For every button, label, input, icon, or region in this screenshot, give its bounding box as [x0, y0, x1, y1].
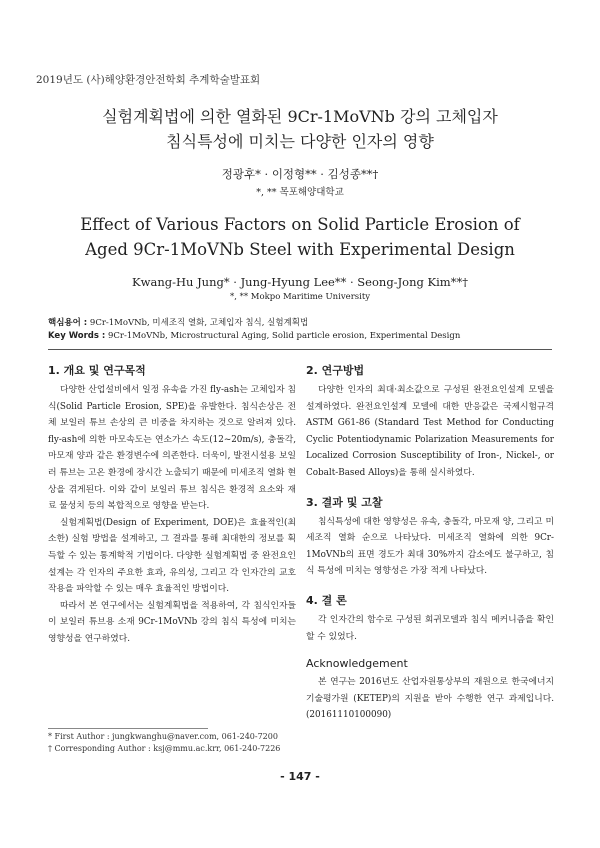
section-1-paragraph-2: 실험계획법(Design of Experiment, DOE)은 효율적인(최소한) 실험 방법을 설계하고, 그 결과를 통해 최대한의 정보를 획득할 수 있는 통계학적 기법이다. 다양한 실험계획법 중 완전요인설계는 각 인자의 주요한 효과, 유의성, 그리고 각 인자간의 교호작용을 파악할 수 있는 매우 효율적인 방법이다.	[48, 517, 296, 595]
section-1-paragraph-1: 다양한 산업설비에서 일정 유속을 가진 fly-ash는 고체입자 침식(Solid Particle Erosion, SPE)을 유발한다. 침식손상은 전체 보일러 튜브 손상의 큰 비중을 차지하는 것으로 알려져 있다. fly-ash에 의한 마모속도는 연소가스 속도(12~20m/s), 충돌각, 마모재 양과 같은 환경변수에 의존한다. 더욱이, 발전시설용 보일러 튜브는 고온 환경에 장시간 노출되기 때문에 미세조직 열화 현상을 겪게된다. 이와 같이 보일러 튜브 침식은 환경적 요소와 재료 물성치 등의 복합적으로 영향을 받는다.	[48, 385, 296, 512]
page-number: - 147 -	[280, 770, 320, 783]
english-affiliation: *, ** Mokpo Maritime University	[229, 292, 371, 302]
keywords-english-text: 9Cr-1MoVNb, Microstructural Aging, Solid particle erosion, Experimental Design	[108, 331, 461, 341]
keywords-korean-label: 핵심용어 :	[48, 318, 88, 328]
section-3-heading: 3. 결과 및 고찰	[306, 495, 383, 509]
section-3-paragraph: 침식특성에 대한 영향성은 유속, 충돌각, 마모재 양, 그리고 미세조직 열화 순으로 나타났다. 미세조직 열화에 의한 9Cr-1MoVNb의 표면 경도가 최대 30%까지 감소에도 불구하고, 침식 특성에 미치는 영향성은 가장 적게 나타났다.	[306, 516, 554, 577]
korean-affiliation: *, ** 목포해양대학교	[256, 187, 344, 198]
section-1-paragraph-3: 따라서 본 연구에서는 실험계획법을 적용하여, 각 침식인자들이 보일러 튜브용 소재 9Cr-1MoVNb 강의 침식 특성에 미치는 영향성을 연구하였다.	[48, 600, 296, 644]
acknowledgement-heading: Acknowledgement	[306, 657, 408, 671]
english-authors: Kwang-Hu Jung* · Jung-Hyung Lee** · Seong-Jong Kim**†	[132, 275, 468, 289]
keywords-korean-text: 9Cr-1MoVNb, 미세조직 열화, 고체입자 침식, 실험계획법	[89, 318, 309, 328]
section-1-heading: 1. 개요 및 연구목적	[48, 364, 146, 377]
korean-title-line2: 침식특성에 미치는 다양한 인자의 영향	[166, 132, 434, 151]
keywords-english	[48, 331, 460, 341]
keywords-english-label: Key Words :	[48, 331, 106, 341]
section-2-paragraph: 다양한 인자의 최대·최소값으로 구성된 완전요인설계 모델을 설계하였다. 완전요인설계 모델에 대한 반응값은 국제시험규격 ASTM G61-86 (Standard Test Method for Conducting Cyclic Potentiodynamic Polarization Measurements for Localized Corrosion Susceptibility of Iron-, Nickel-, or Cobalt-Based Alloys)을 통해 실시하였다.	[306, 385, 554, 478]
korean-title-line1: 실험계획법에 의한 열화된 9Cr-1MoVNb 강의 고체입자	[102, 107, 498, 126]
left-column	[48, 362, 296, 648]
conference-header: 2019년도 (사)해양환경안전학회 추계학술발표회	[36, 74, 261, 86]
korean-title	[0, 104, 600, 154]
acknowledgement-paragraph: 본 연구는 2016년도 산업자원통상부의 재원으로 한국에너지기술평가원 (KETEP)의 지원을 받아 수행한 연구 과제입니다. (20161110100090)	[306, 677, 554, 721]
english-title-line2: Aged 9Cr-1MoVNb Steel with Experimental Design	[85, 240, 515, 259]
english-title-line1: Effect of Various Factors on Solid Particle Erosion of	[80, 215, 520, 234]
footnote-first-author: * First Author : jungkwanghu@naver.com, 061-240-7200	[48, 732, 278, 741]
english-title	[0, 212, 600, 262]
korean-authors: 정광후* · 이정형** · 김성종**†	[221, 167, 379, 181]
right-column	[306, 362, 554, 724]
section-2-heading: 2. 연구방법	[306, 364, 365, 377]
section-4-heading: 4. 결 론	[306, 593, 347, 607]
footnote-corresponding-author: † Corresponding Author : ksj@mmu.ac.krr, 061-240-7226	[48, 744, 281, 753]
section-divider	[48, 349, 552, 350]
keywords-korean	[48, 316, 308, 328]
section-4-paragraph: 각 인자간의 함수로 구성된 회귀모델과 침식 메커니즘을 확인할 수 있었다.	[306, 614, 554, 642]
footnote-divider	[48, 728, 208, 729]
